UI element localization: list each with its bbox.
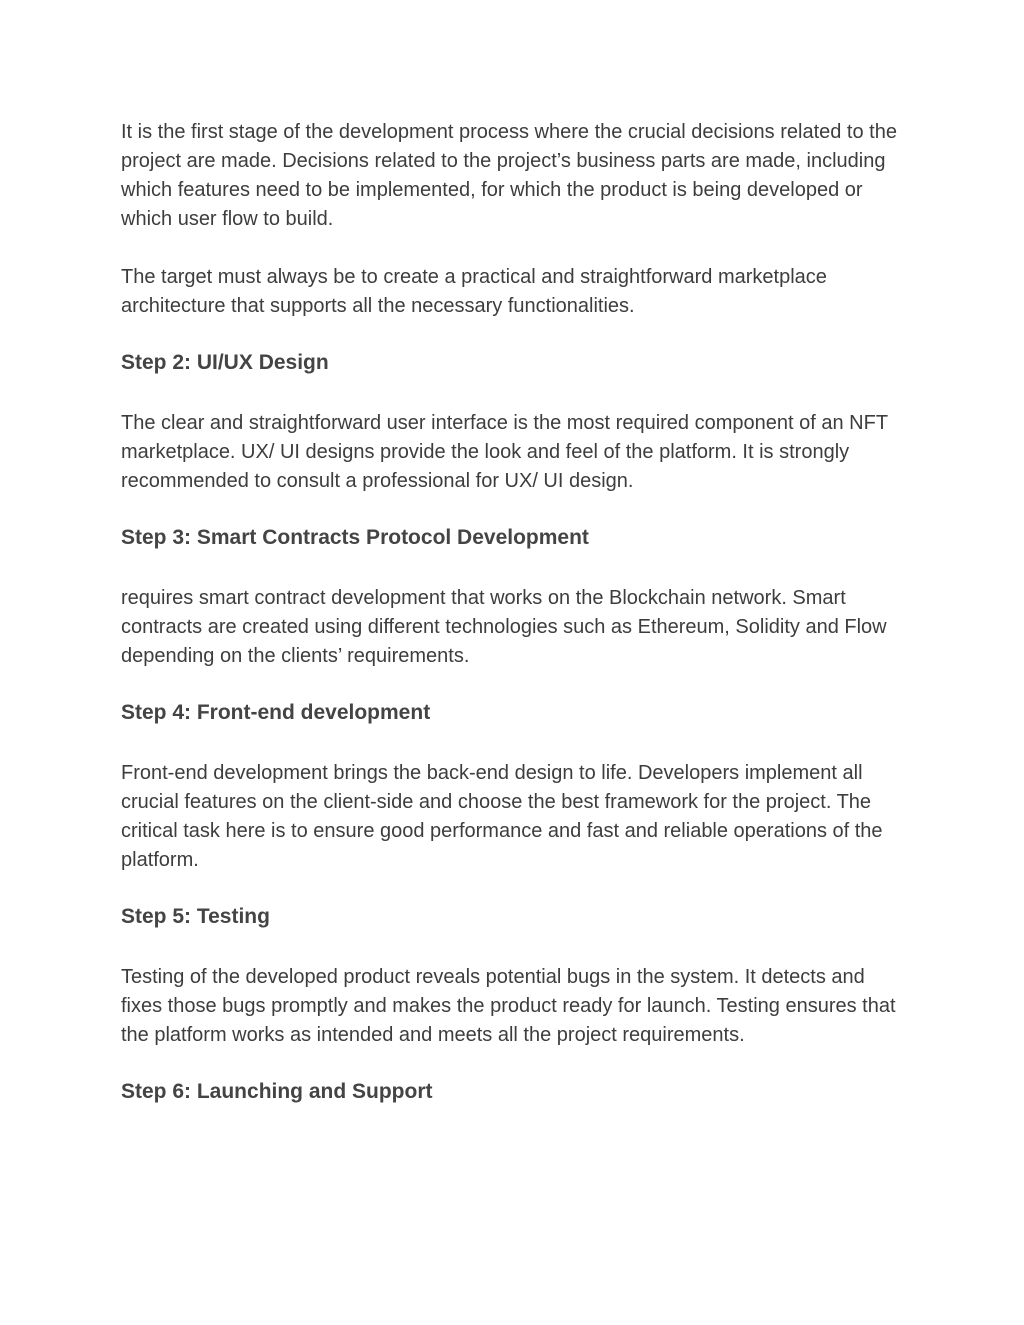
step-2-paragraph: The clear and straightforward user interface is the most required component of an NFT marketplace. UX/ UI designs provide the look and feel of the platform. It is strongly recommended to consult a professional for UX/ UI design. — [121, 412, 888, 492]
step-4-paragraph: Front-end development brings the back-end design to life. Developers implement all crucial features on the client-side and choose the best framework for the project. The critical task here is to ensure good performance and fast and reliable operations of the platform. — [121, 762, 883, 871]
document-body — [121, 118, 911, 1106]
target-paragraph: The target must always be to create a practical and straightforward marketplace architecture that supports all the necessary functionalities. — [121, 266, 827, 317]
intro-paragraph: It is the first stage of the development process where the crucial decisions related to the project are made. Decisions related to the project’s business parts are made, including which features need to be implemented, for which the product is being developed or which user flow to build. — [121, 121, 897, 230]
step-5-heading: Step 5: Testing — [121, 905, 270, 928]
step-4-heading: Step 4: Front-end development — [121, 701, 431, 724]
step-6-heading: Step 6: Launching and Support — [121, 1080, 433, 1103]
step-2-heading: Step 2: UI/UX Design — [121, 351, 329, 374]
step-5-paragraph: Testing of the developed product reveals potential bugs in the system. It detects and fixes those bugs promptly and makes the product ready for launch. Testing ensures that the platform works as intended and meets all the project requirements. — [121, 966, 896, 1046]
step-3-paragraph: requires smart contract development that works on the Blockchain network. Smart contracts are created using different technologies such as Ethereum, Solidity and Flow depending on the clients’ requirements. — [121, 587, 887, 667]
step-3-heading: Step 3: Smart Contracts Protocol Development — [121, 526, 589, 549]
